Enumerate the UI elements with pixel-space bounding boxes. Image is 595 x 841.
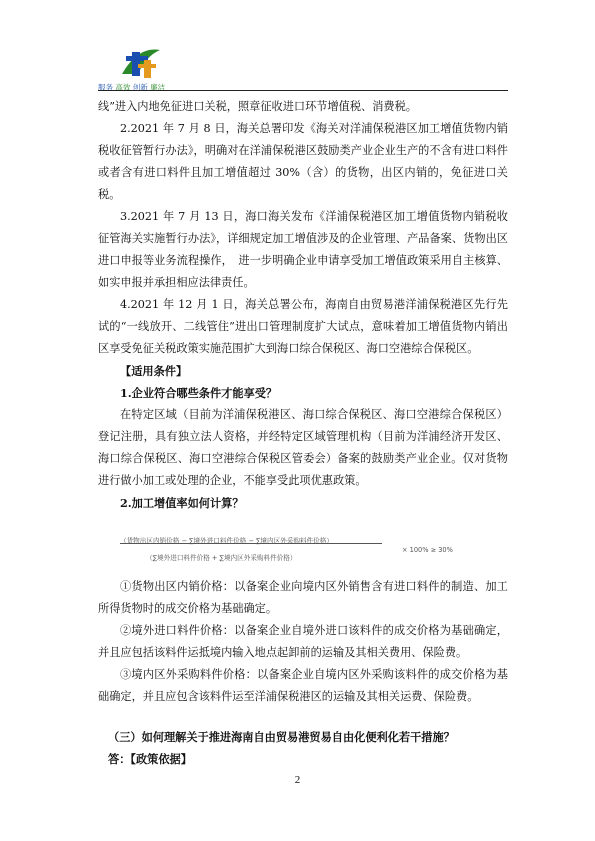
answer-heading: 答：【政策依据】 xyxy=(108,752,192,766)
paragraph: ①货物出区内销价格：以备案企业向境内区外销售含有进口料件的制造、加工所得货物时的成交价格为基础确定。 xyxy=(98,580,508,615)
paragraph: 3.2021 年 7 月 13 日，海口海关发布《洋浦保税港区加工增值货物内销税收征管海关实施暂行办法》，详细规定加工增值涉及的企业管理、产品备案、货物出区进口申报等业务流程操作， 进一步明确企业申请享受加工增值政策采用自主核算、如实申报并承担相应法律责任。 xyxy=(98,210,508,289)
formula-denominator: （∑境外进口料件价格 + ∑境内区外采购料件价格） xyxy=(146,554,297,562)
question-heading: 2.加工增值率如何计算？ xyxy=(120,496,244,510)
slogan-word: 廉洁 xyxy=(150,83,166,92)
page-number: 2 xyxy=(294,774,301,786)
slogan-word: 高效 xyxy=(115,83,131,92)
section-heading: （三）如何理解关于推进海南自由贸易港贸易自由化便利化若干措施？ xyxy=(108,730,455,744)
paragraph: ②境外进口料件价格：以备案企业自境外进口该料件的成交价格为基础确定，并且应包括该料件运抵境内输入地点起卸前的运输及其相关费用、保险费。 xyxy=(98,624,508,659)
slogan-word: 创新 xyxy=(132,83,148,92)
paragraph: 线”进入内地免征进口关税，照章征收进口环节增值税、消费税。 xyxy=(98,100,417,113)
paragraph: 2.2021 年 7 月 8 日，海关总署印发《海关对洋浦保税港区加工增值货物内销税收征管暂行办法》，明确对在洋浦保税港区鼓励类产业企业生产的不含有进口料件或者含有进口料件且加工增值超过 30%（含）的货物，出区内销的，免征进口关税。 xyxy=(98,122,508,201)
page-header xyxy=(98,44,508,94)
section-heading: 【适用条件】 xyxy=(120,364,188,378)
logo-slogan xyxy=(98,82,165,93)
formula-numerator: （货物出区内销价格 − ∑境外进口料件价格 − ∑境内区外采购料件价格） xyxy=(120,537,333,545)
slogan-word: 服务 xyxy=(98,83,113,92)
document-body xyxy=(98,96,508,770)
paragraph: 在特定区域（目前为洋浦保税港区、海口综合保税区、海口空港综合保税区）登记注册，具有独立法人资格，并经特定区域管理机构（目前为洋浦经济开发区、海口综合保税区、海口空港综合保税区管委会）备案的鼓励类产业企业。仅对货物进行做小加工或处理的企业，不能享受此项优惠政策。 xyxy=(98,408,508,487)
paragraph: ③境内区外采购料件价格：以备案企业自境内区外采购该料件的成交价格为基础确定，并且应包含该料件运至洋浦保税港区的运输及其相关运费、保险费。 xyxy=(98,668,508,703)
value-added-rate-formula xyxy=(120,524,508,564)
header-rule xyxy=(98,90,508,91)
formula-threshold: × 100% ≥ 30% xyxy=(402,546,453,554)
customs-logo-icon xyxy=(108,44,168,84)
question-heading: 1.企业符合哪些条件才能享受？ xyxy=(120,386,278,400)
formula-fraction-bar xyxy=(120,543,382,544)
paragraph: 4.2021 年 12 月 1 日，海关总署公布，海南自由贸易港洋浦保税港区先行先试的“一线放开、二线管住”进出口管理制度扩大试点，意味着加工增值货物内销出区享受免征关税政策实施范围扩大到海口综合保税区、海口空港综合保税区。 xyxy=(98,298,508,355)
